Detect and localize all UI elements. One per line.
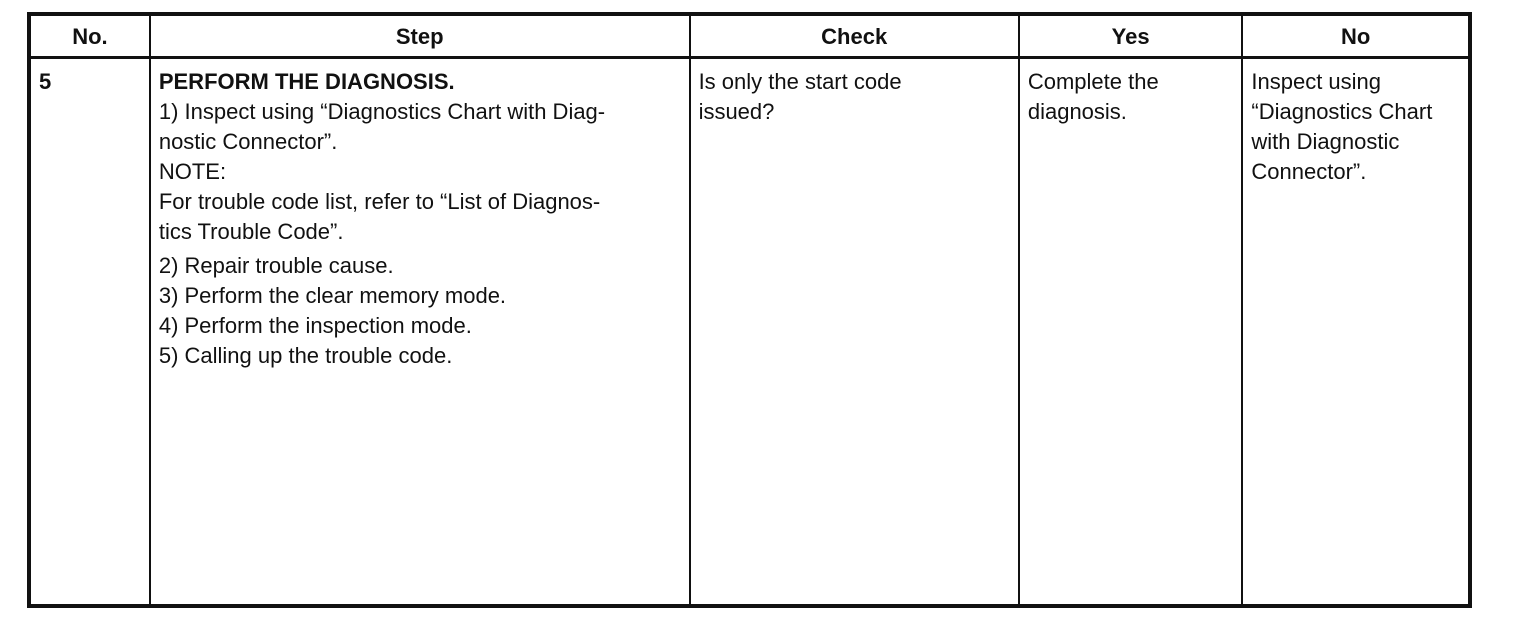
step-title: PERFORM THE DIAGNOSIS.	[158, 69, 455, 94]
check-cell	[690, 58, 1019, 607]
header-no: No.	[29, 14, 150, 58]
step-line: 5) Calling up the trouble code.	[158, 343, 453, 368]
header-step: Step	[150, 14, 690, 58]
diagnosis-table	[27, 12, 1472, 608]
step-line: tics Trouble Code”.	[158, 219, 344, 244]
header-row	[29, 14, 1470, 58]
yes-cell	[1019, 58, 1243, 607]
step-line: 1) Inspect using “Diagnostics Chart with Diag-	[158, 99, 606, 124]
no-cell	[1242, 58, 1470, 607]
step-line: For trouble code list, refer to “List of Diagnos-	[158, 189, 601, 214]
yes-line: diagnosis.	[1027, 99, 1127, 124]
step-cell	[150, 58, 690, 607]
table-row	[29, 58, 1470, 607]
step-line: 2) Repair trouble cause.	[158, 253, 394, 278]
step-line: 3) Perform the clear memory mode.	[158, 283, 507, 308]
no-line: “Diagnostics Chart	[1251, 99, 1433, 124]
no-line: Inspect using	[1251, 69, 1382, 94]
step-line: nostic Connector”.	[158, 129, 338, 154]
table-header	[29, 14, 1470, 58]
step-line: 4) Perform the inspection mode.	[158, 313, 472, 338]
check-line: Is only the start code	[698, 69, 902, 94]
header-no-result: No	[1242, 14, 1470, 58]
check-line: issued?	[698, 99, 775, 124]
step-number: 5	[29, 58, 150, 607]
note-label: NOTE:	[158, 159, 227, 184]
header-yes: Yes	[1019, 14, 1243, 58]
header-check: Check	[690, 14, 1019, 58]
no-line: Connector”.	[1251, 159, 1367, 184]
yes-line: Complete the	[1027, 69, 1159, 94]
no-line: with Diagnostic	[1251, 129, 1400, 154]
